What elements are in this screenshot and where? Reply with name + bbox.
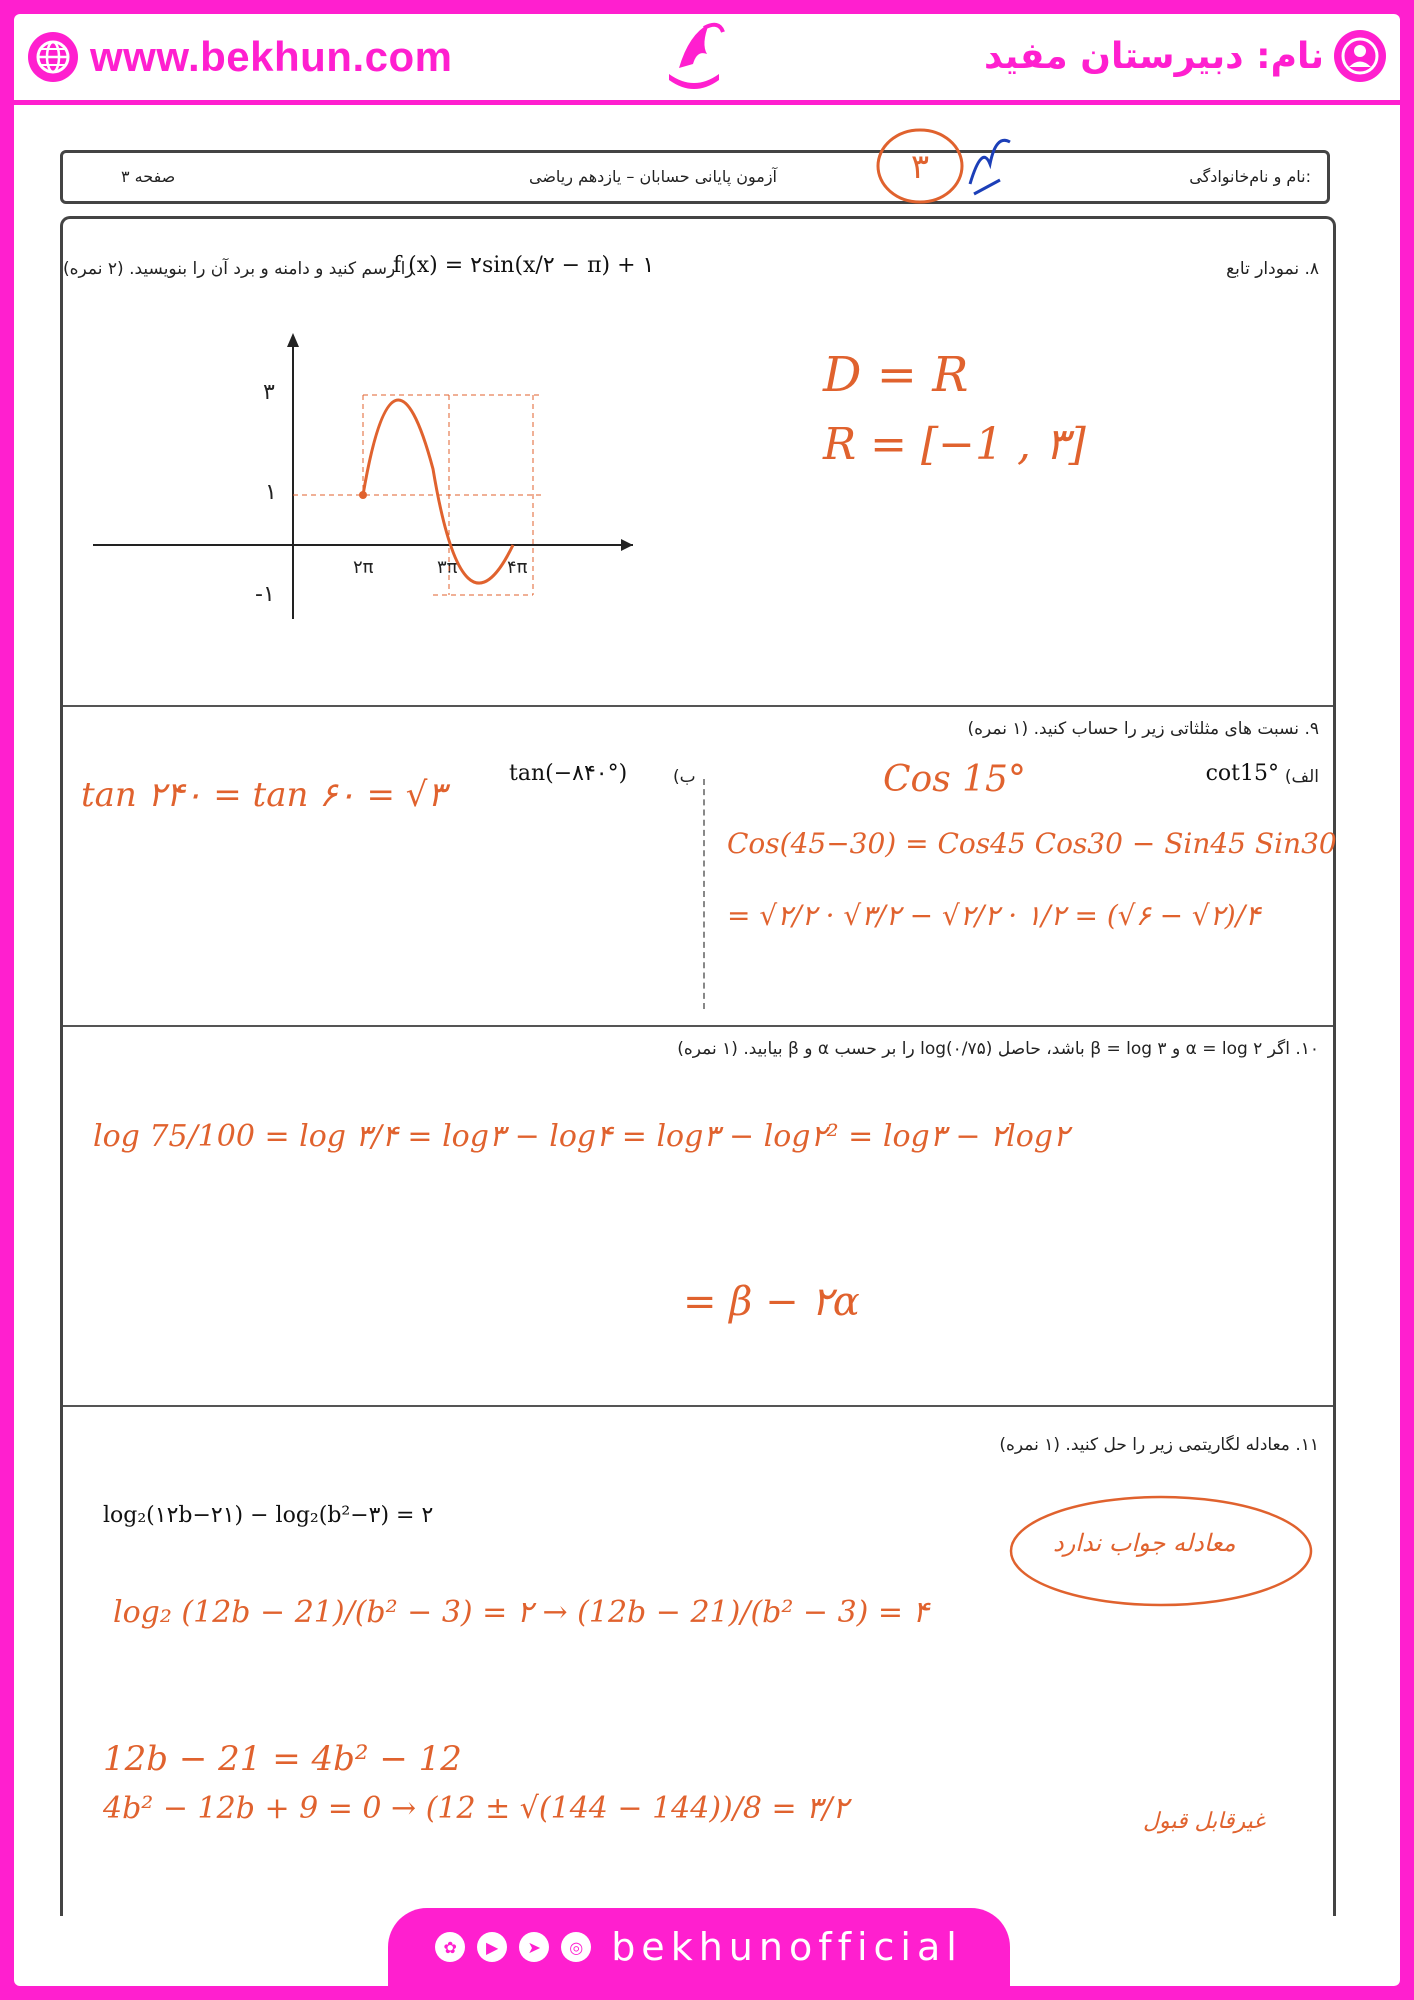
q9-answer-a3: = √۲/۲ · √۳/۲ − √۲/۲ · ۱/۲ = (√۶ − √۲)/۴ [727,899,1261,932]
exam-title: آزمون پایانی حسابان – یازدهم ریاضی [529,167,777,186]
page-number: صفحه ۳ [121,167,176,186]
website-url: www.bekhun.com [90,33,453,80]
q11-text: ۱۱. معادله لگاریتمی زیر را حل کنید. (۱ نمره) [999,1435,1319,1455]
q9-column-divider [703,779,705,1009]
q11-note-rejected: غیرقابل قبول [1143,1809,1265,1834]
aparat-icon[interactable]: ✿ [435,1932,465,1962]
q9-answer-a2: Cos(45−30) = Cos45 Cos30 − Sin45 Sin30 [727,827,1337,860]
svg-text:۳π: ۳π [437,557,458,578]
q11-answer-line3: 4b² − 12b + 9 = 0 → (12 ± √(144 − 144))/8 = ۳/۲ [103,1791,849,1826]
bekhun-logo [634,10,754,104]
top-bar [14,14,1400,105]
svg-text:۲π: ۲π [353,557,374,578]
q10-answer-line1: log 75/100 = log ۳/۴ = log۳ − log۴ = log۳ − log۲² = log۳ − ۲log۲ [93,1119,1070,1154]
social-handle[interactable]: bekhunofficial [611,1925,963,1969]
q10-answer-line2: = β − ۲α [683,1279,860,1325]
questions-box [60,216,1336,1916]
q8-text2: را رسم کنید و دامنه و برد آن را بنویسید. (۲ نمره) [63,259,414,279]
q8-answer-range: R = [−1 , ۳] [823,419,1086,470]
exam-header [60,150,1330,204]
svg-text:۳: ۳ [910,147,930,187]
q9-answer-b: tan ۲۴۰ = tan ۶۰ = √۳ [81,775,446,815]
q9-part-b-label: ب) [673,767,696,787]
q9-text: ۹. نسبت های مثلثاتی زیر را حساب کنید. (۱ نمره) [967,719,1319,739]
user-icon [1334,30,1386,82]
q8-answer-domain: D = R [823,347,969,403]
svg-text:-۱: -۱ [255,582,275,607]
divider [63,705,1333,707]
q8-graph [93,329,653,629]
divider [63,1405,1333,1407]
q8-text: ۸. نمودار تابع [1226,259,1319,279]
svg-text:۱: ۱ [265,480,277,505]
divider [63,1025,1333,1027]
youtube-icon[interactable]: ▶ [477,1932,507,1962]
q9-part-a-expr: cot15° [1205,761,1279,786]
student-name [984,30,1386,82]
name-field-label: نام و نام‌خانوادگی: [1189,167,1311,186]
globe-icon [28,32,78,82]
q9-answer-a1: Cos 15° [883,759,1026,800]
telegram-icon[interactable]: ➤ [519,1932,549,1962]
website-link[interactable] [28,32,452,82]
q11-answer-line2: 12b − 21 = 4b² − 12 [103,1739,462,1779]
q10-text: ۱۰. اگر α = log ۲ و β = log ۳ باشد، حاصل log(۰/۷۵) را بر حسب α و β بیابید. (۱ نمره) [677,1039,1319,1059]
q11-note-no-answer: معادله جواب ندارد [1053,1529,1236,1557]
q9-part-b-expr: tan(−۸۴۰°) [509,761,628,786]
q9-part-a-label: الف) [1284,767,1319,787]
q11-answer-line1: log₂ (12b − 21)/(b² − 3) = ۲ → (12b − 21)/(b² − 3) = ۴ [113,1595,929,1630]
q8-formula: f (x) = ۲sin(x/۲ − π) + ۱ [393,253,655,278]
social-footer [388,1908,1010,1986]
instagram-icon[interactable]: ◎ [561,1932,591,1962]
svg-text:۴π: ۴π [507,557,528,578]
name-label: نام: دبیرستان مفید [984,35,1324,77]
svg-text:۳: ۳ [263,380,275,405]
grade-mark [870,124,1030,214]
q11-formula: log₂(۱۲b−۲۱) − log₂(b²−۳) = ۲ [103,1503,434,1528]
